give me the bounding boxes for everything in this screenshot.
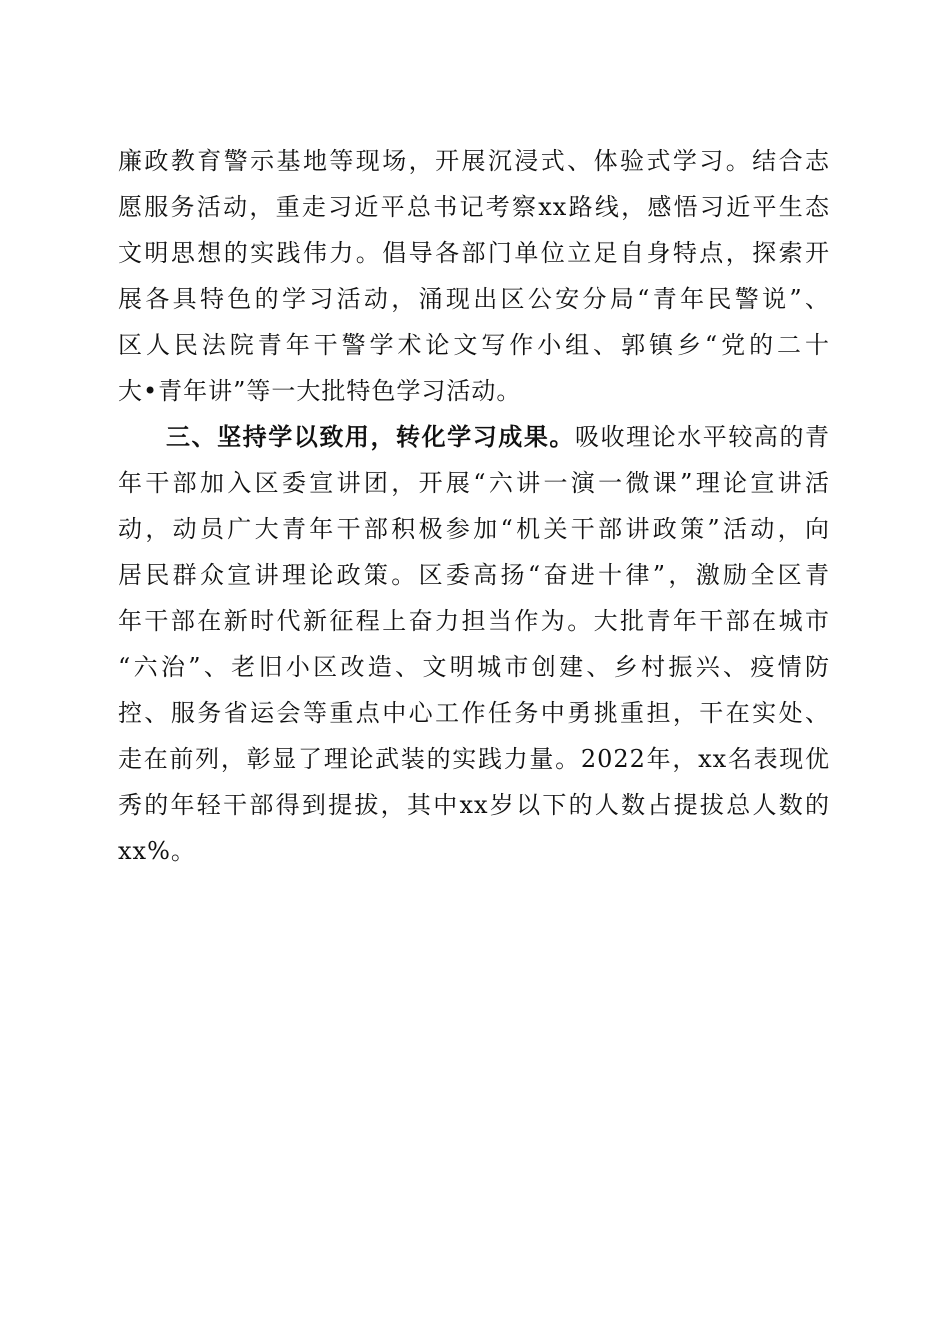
paragraph-line: 文明思想的实践伟力。倡导各部门单位立足自身特点，探索开 [118,239,830,267]
section-heading: 三、坚持学以致用，转化学习成果。 [166,423,575,451]
paragraph-line: 廉政教育警示基地等现场，开展沉浸式、体验式学习。结合志 [118,147,830,175]
paragraph-2 [118,414,830,874]
paragraph-line: 展各具特色的学习活动，涌现出区公安分局“青年民警说”、 [118,285,830,313]
paragraph-first-line [118,414,830,460]
paragraph-line: 秀的年轻干部得到提拔，其中xx岁以下的人数占提拔总人数的 [118,791,830,819]
paragraph-line: 居民群众宣讲理论政策。区委高扬“奋进十律”，激励全区青 [118,561,830,589]
paragraph-line: 愿服务活动，重走习近平总书记考察xx路线，感悟习近平生态 [118,193,830,221]
paragraph-line: 年干部加入区委宣讲团，开展“六讲一演一微课”理论宣讲活 [118,469,830,497]
paragraph-line: 动，动员广大青年干部积极参加“机关干部讲政策”活动，向 [118,515,830,543]
paragraph-line: 区人民法院青年干警学术论文写作小组、郭镇乡“党的二十 [118,331,830,359]
paragraph-line: 控、服务省运会等重点中心工作任务中勇挑重担，干在实处、 [118,699,830,727]
paragraph-line: 年干部在新时代新征程上奋力担当作为。大批青年干部在城市 [118,607,830,635]
paragraph-line: “六治”、老旧小区改造、文明城市创建、乡村振兴、疫情防 [118,653,830,681]
paragraph-line: 大•青年讲”等一大批特色学习活动。 [118,377,522,405]
paragraph-1 [118,138,830,414]
paragraph-text: 吸收理论水平较高的青 [574,423,830,451]
paragraph-line: xx%。 [118,837,196,865]
paragraph-line: 走在前列，彰显了理论武装的实践力量。2022年，xx名表现优 [118,745,830,773]
